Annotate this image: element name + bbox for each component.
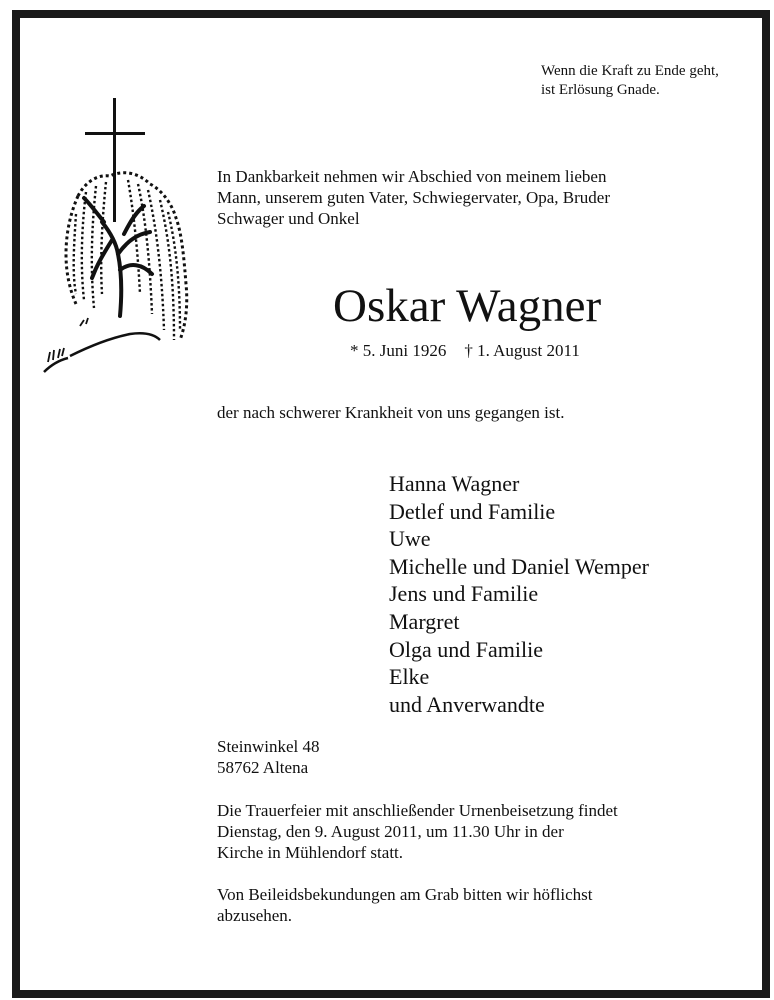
address-street: Steinwinkel 48: [217, 737, 320, 756]
condolence-line: abzusehen.: [217, 906, 293, 925]
birth-date: * 5. Juni 1926: [350, 341, 447, 360]
funeral-line: Dienstag, den 9. August 2011, um 11.30 Uhr in der: [217, 822, 564, 841]
funeral-line: Kirche in Mühlendorf statt.: [217, 843, 404, 862]
funeral-line: Die Trauerfeier mit anschließender Urnenbeisetzung findet: [217, 801, 618, 820]
passed-text: der nach schwerer Krankheit von uns gegangen ist.: [217, 403, 565, 422]
motto-line: ist Erlösung Gnade.: [541, 82, 660, 98]
mourner-entry: und Anverwandte: [389, 691, 545, 717]
mourner-entry: Uwe: [389, 526, 431, 552]
mourner-entry: Elke: [389, 664, 430, 690]
intro-line: Schwager und Onkel: [217, 209, 360, 228]
intro-text: [217, 166, 667, 229]
cross-willow-tree-icon: [40, 94, 198, 380]
motto-line: Wenn die Kraft zu Ende geht,: [541, 63, 719, 79]
address-city: 58762 Altena: [217, 758, 309, 777]
intro-line: Mann, unserem guten Vater, Schwiegervater, Opa, Bruder: [217, 188, 610, 207]
mourner-entry: Hanna Wagner: [389, 471, 520, 496]
mourner-entry: Detlef und Familie: [389, 498, 556, 524]
mourner-entry: Jens und Familie: [389, 581, 539, 607]
mourner-entry: Olga und Familie: [389, 636, 543, 662]
motto: [541, 62, 719, 100]
funeral-info: [217, 800, 707, 863]
mourner-entry: Margret: [389, 608, 460, 634]
death-date: † 1. August 2011: [464, 341, 580, 360]
deceased-name: Oskar Wagner: [333, 280, 602, 332]
intro-line: In Dankbarkeit nehmen wir Abschied von meinem lieben: [217, 167, 607, 186]
condolence-note: [217, 884, 707, 926]
life-dates: [350, 340, 580, 362]
mourners-list: [389, 470, 649, 718]
condolence-line: Von Beileidsbekundungen am Grab bitten wir höflichst: [217, 885, 593, 904]
address: [217, 736, 319, 778]
mourner-entry: Michelle und Daniel Wemper: [389, 553, 649, 579]
